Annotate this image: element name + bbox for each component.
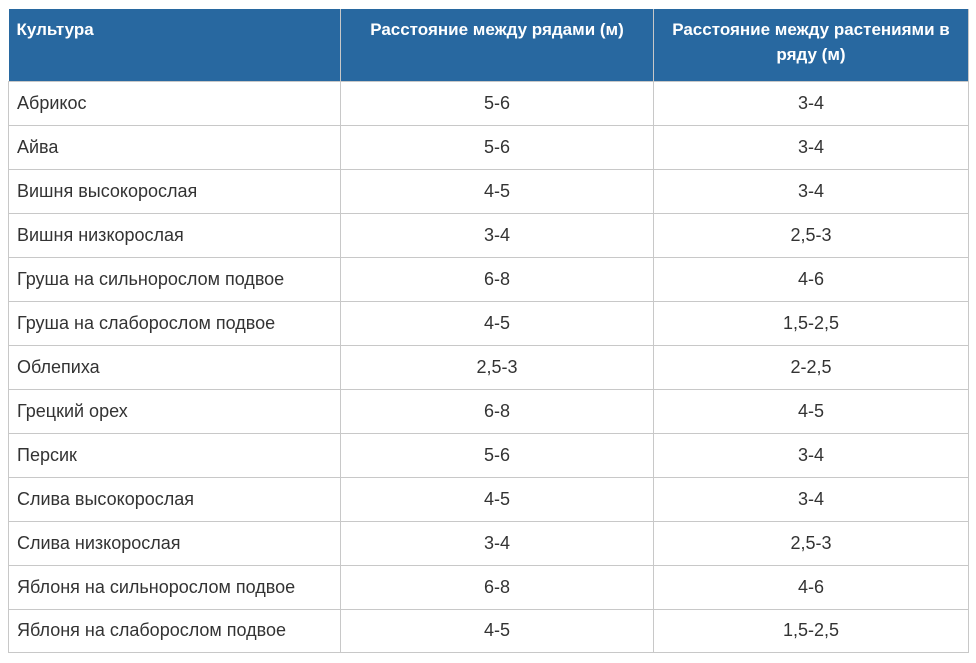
cell-plant-spacing: 4-5 xyxy=(654,389,969,433)
cell-culture: Груша на сильнорослом подвое xyxy=(9,257,341,301)
cell-culture: Вишня высокорослая xyxy=(9,169,341,213)
header-row xyxy=(9,9,969,81)
cell-plant-spacing: 3-4 xyxy=(654,81,969,125)
table-row xyxy=(9,169,969,213)
cell-plant-spacing: 3-4 xyxy=(654,169,969,213)
table-row xyxy=(9,389,969,433)
cell-culture: Айва xyxy=(9,125,341,169)
table-row xyxy=(9,81,969,125)
table-row xyxy=(9,521,969,565)
cell-row-spacing: 6-8 xyxy=(341,389,654,433)
planting-distance-table-container xyxy=(8,9,968,653)
cell-row-spacing: 5-6 xyxy=(341,81,654,125)
cell-plant-spacing: 4-6 xyxy=(654,565,969,609)
table-header xyxy=(9,9,969,81)
cell-culture: Вишня низкорослая xyxy=(9,213,341,257)
cell-plant-spacing: 2,5-3 xyxy=(654,213,969,257)
table-row xyxy=(9,609,969,652)
table-row xyxy=(9,433,969,477)
table-row xyxy=(9,565,969,609)
table-body xyxy=(9,81,969,652)
cell-plant-spacing: 3-4 xyxy=(654,433,969,477)
cell-row-spacing: 5-6 xyxy=(341,125,654,169)
cell-plant-spacing: 1,5-2,5 xyxy=(654,301,969,345)
cell-culture: Абрикос xyxy=(9,81,341,125)
table-row xyxy=(9,213,969,257)
cell-culture: Яблоня на слаборослом подвое xyxy=(9,609,341,652)
cell-culture: Облепиха xyxy=(9,345,341,389)
cell-row-spacing: 4-5 xyxy=(341,609,654,652)
table-row xyxy=(9,477,969,521)
cell-row-spacing: 2,5-3 xyxy=(341,345,654,389)
cell-row-spacing: 5-6 xyxy=(341,433,654,477)
cell-plant-spacing: 3-4 xyxy=(654,477,969,521)
cell-row-spacing: 4-5 xyxy=(341,301,654,345)
table-row xyxy=(9,125,969,169)
cell-culture: Персик xyxy=(9,433,341,477)
cell-row-spacing: 3-4 xyxy=(341,213,654,257)
table-row xyxy=(9,301,969,345)
planting-distance-table xyxy=(8,9,969,653)
cell-culture: Слива высокорослая xyxy=(9,477,341,521)
cell-plant-spacing: 2,5-3 xyxy=(654,521,969,565)
cell-row-spacing: 4-5 xyxy=(341,477,654,521)
cell-plant-spacing: 3-4 xyxy=(654,125,969,169)
cell-culture: Слива низкорослая xyxy=(9,521,341,565)
cell-plant-spacing: 2-2,5 xyxy=(654,345,969,389)
cell-row-spacing: 4-5 xyxy=(341,169,654,213)
cell-row-spacing: 6-8 xyxy=(341,257,654,301)
cell-plant-spacing: 1,5-2,5 xyxy=(654,609,969,652)
header-row-spacing: Расстояние между рядами (м) xyxy=(341,9,654,81)
cell-culture: Грецкий орех xyxy=(9,389,341,433)
cell-row-spacing: 3-4 xyxy=(341,521,654,565)
table-row xyxy=(9,345,969,389)
cell-culture: Яблоня на сильнорослом подвое xyxy=(9,565,341,609)
cell-culture: Груша на слаборослом подвое xyxy=(9,301,341,345)
cell-row-spacing: 6-8 xyxy=(341,565,654,609)
table-row xyxy=(9,257,969,301)
header-plant-spacing: Расстояние между растениями в ряду (м) xyxy=(654,9,969,81)
cell-plant-spacing: 4-6 xyxy=(654,257,969,301)
header-culture: Культура xyxy=(9,9,341,81)
